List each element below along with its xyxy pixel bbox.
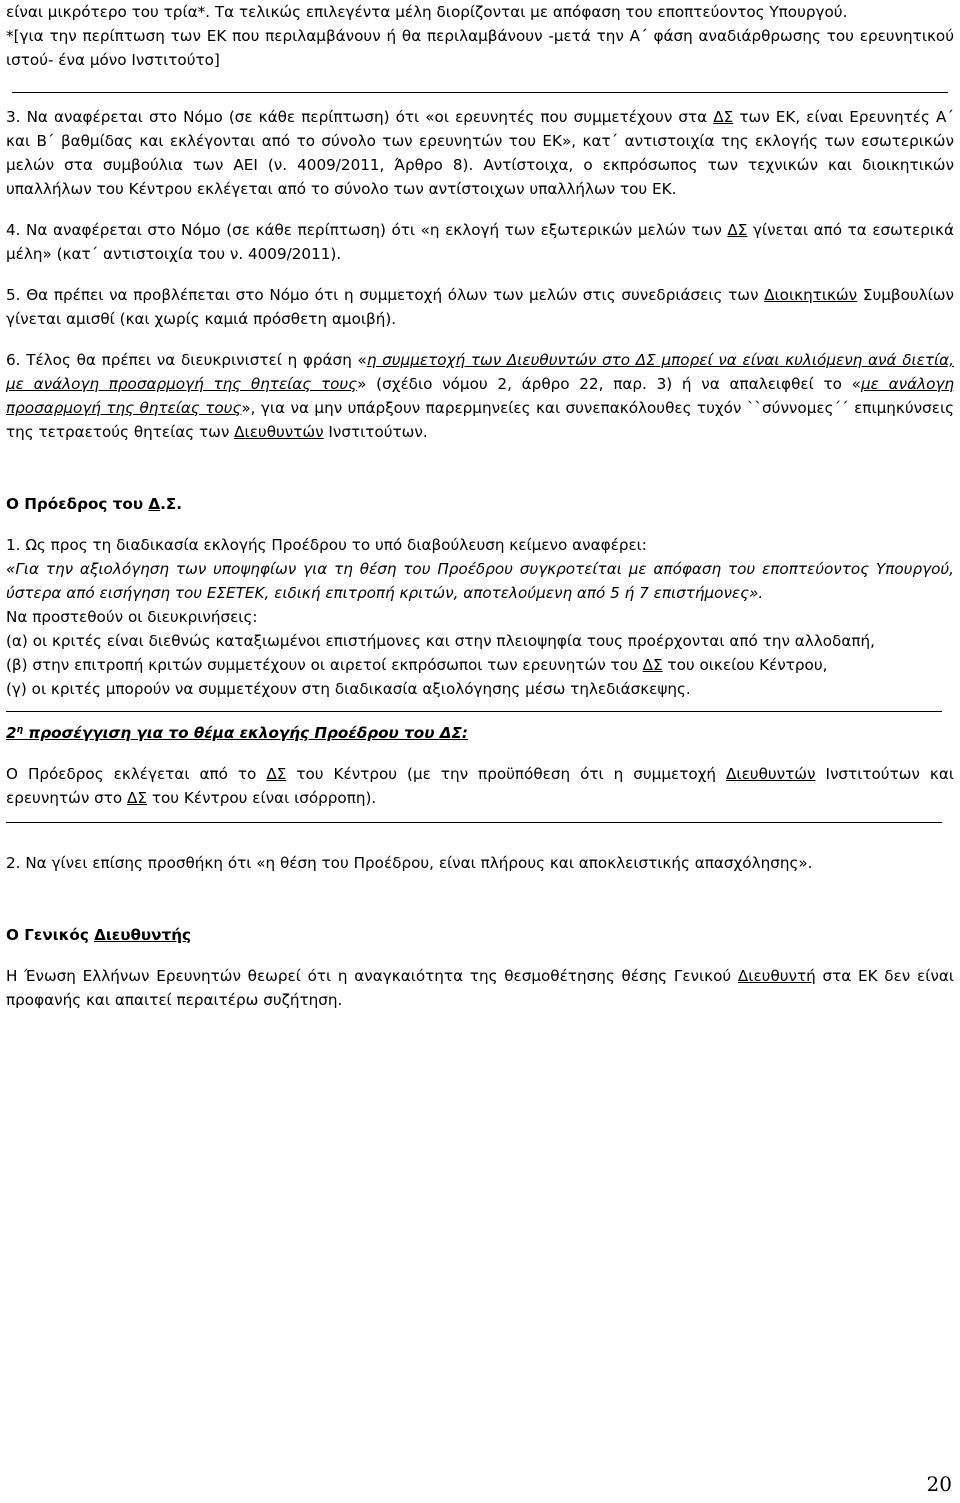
paragraph-5: 5. Θα πρέπει να προβλέπεται στο Νόμο ότι η συμμετοχή όλων των μελών στις συνεδριάσεις των Διοικητικών Συμβουλίων γίνεται αμισθί (και χωρίς καμιά πρόσθετη αμοιβή). xyxy=(6,286,954,328)
paragraph-6: 6. Τέλος θα πρέπει να διευκρινιστεί η φράση «η συμμετοχή των Διευθυντών στο ΔΣ μπορεί να είναι κυλιόμενη ανά διετία, με ανάλογη προσαρμογή της θητείας τους» (σχέδιο νόμου 2, άρθρο 22, παρ. 3) ή να απαλειφθεί το «με ανάλογη προσαρμογή της θητείας τους», για να μην υπάρξουν παρερμηνείες και συνεπακόλουθες τυχόν ``σύννομες΄΄ επιμηκύνσεις της τετραετούς θητείας των Διευθυντών Ινστιτούτων. xyxy=(6,351,954,441)
heading-second-approach: $2^\eta$ προσέγγιση για το θέμα εκλογής Προέδρου του ΔΣ: xyxy=(6,724,468,743)
heading-president: Ο Πρόεδρος του Δ.Σ. xyxy=(6,495,183,513)
section-1-item-b: (β) στην επιτροπή κριτών συμμετέχουν οι αιρετοί εκπρόσωποι των ερευνητών του ΔΣ του οικείου Κέντρου, xyxy=(6,656,828,674)
section-1-add: Να προστεθούν οι διευκρινήσεις: xyxy=(6,608,258,626)
section-1-item-a: (α) οι κριτές είναι διεθνώς καταξιωμένοι επιστήμονες και στην πλειοψηφία τους προέρχονται από την αλλοδαπή, xyxy=(6,632,875,650)
section-1-intro: 1. Ως προς τη διαδικασία εκλογής Προέδρου το υπό διαβούλευση κείμενο αναφέρει: xyxy=(6,536,647,554)
page-number: 20 xyxy=(926,1472,952,1496)
section-1-item-c: (γ) οι κριτές μπορούν να συμμετέχουν στη διαδικασία αξιολόγησης μέσω τηλεδιάσκεψης. xyxy=(6,680,691,698)
section-1-quote: «Για την αξιολόγηση των υποψηφίων για τη θέση του Προέδρου συγκροτείται με απόφαση του εποπτεύοντος Υπουργού, ύστερα από εισήγηση του ΕΣΕΤΕΚ, ειδική επιτροπή κριτών, αποτελούμενη από 5 ή 7 επιστήμονες». xyxy=(6,560,954,602)
section-2: 2. Να γίνει επίσης προσθήκη ότι «η θέση του Προέδρου, είναι πλήρους και αποκλειστικής απασχόλησης». xyxy=(6,854,813,873)
paragraph-general-director: Η Ένωση Ελλήνων Ερευνητών θεωρεί ότι η αναγκαιότητα της θεσμοθέτησης θέσης Γενικού Διευθυντή στα ΕΚ δεν είναι προφανής και απαιτεί περαιτέρω συζήτηση. xyxy=(6,967,954,1010)
heading-general-director: Ο Γενικός Διευθυντής xyxy=(6,926,192,945)
paragraph-alternative: Ο Πρόεδρος εκλέγεται από το ΔΣ του Κέντρου (με την προϋπόθεση ότι η συμμετοχή Διευθυντών Ινστιτούτων και ερευνητών στο ΔΣ του Κέντρου είναι ισόρροπη). xyxy=(6,765,954,808)
paragraph-3: 3. Να αναφέρεται στο Νόμο (σε κάθε περίπτωση) ότι «οι ερευνητές που συμμετέχουν στα ΔΣ των ΕΚ, είναι Ερευνητές Α΄ και Β΄ βαθμίδας και εκλέγονται από το σύνολο των ερευνητών του ΕΚ», κατ΄ αντιστοιχία της εκλογής των εσωτερικών μελών στα συμβούλια των ΑΕΙ (ν. 4009/2011, Άρθρο 8). Αντίστοιχα, ο εκπρόσωπος των τεχνικών και διοικητικών υπαλλήλων του Κέντρου εκλέγεται από το σύνολο των αντίστοιχων υπαλλήλων του ΕΚ. xyxy=(6,108,954,198)
paragraph-intro-1: είναι μικρότερο του τρία*. Τα τελικώς επιλεγέντα μέλη διορίζονται με απόφαση του εποπτεύοντος Υπουργού. xyxy=(6,3,848,21)
paragraph-intro-2: *[για την περίπτωση των ΕΚ που περιλαμβάνουν ή θα περιλαμβάνουν -μετά την Α΄ φάση αναδιάρθρωσης του ερευνητικού ιστού- ένα μόνο Ινστιτούτο] xyxy=(6,27,954,69)
paragraph-4: 4. Να αναφέρεται στο Νόμο (σε κάθε περίπτωση) ότι «η εκλογή των εξωτερικών μελών των ΔΣ γίνεται από τα εσωτερικά μέλη» (κατ΄ αντιστοιχία του ν. 4009/2011). xyxy=(6,221,954,263)
